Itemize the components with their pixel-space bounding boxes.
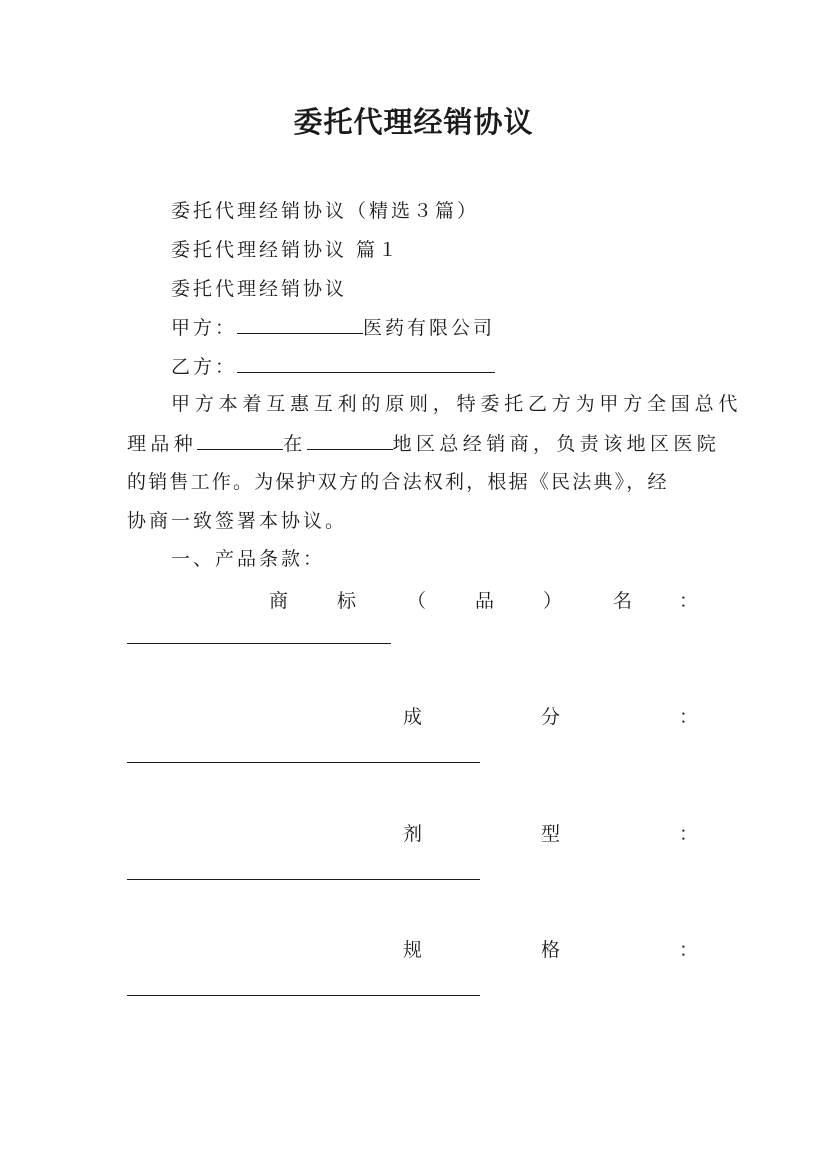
party-b-blank: [237, 354, 495, 373]
in-label: 在: [283, 433, 307, 455]
brand-char: （: [407, 590, 427, 612]
para1-line4: 协商一致签署本协议。: [127, 510, 348, 532]
spec-char: 规: [403, 939, 423, 961]
brand-char: 商: [269, 590, 289, 612]
section-product-terms: 一、产品条款：: [171, 548, 326, 570]
variety-label: 理品种: [127, 433, 198, 455]
document-title: 委托代理经销协议: [293, 105, 534, 139]
region-text: 地区总经销商，负责该地区医院: [392, 433, 721, 455]
ingredient-char: 分: [541, 706, 561, 728]
party-b-label: 乙方：: [171, 356, 238, 378]
brand-char: ）: [543, 590, 563, 612]
heading-agreement: 委托代理经销协议: [171, 278, 348, 300]
dosage-char: ：: [679, 823, 699, 845]
ingredient-char: 成: [403, 706, 423, 728]
party-a-blank: [237, 315, 363, 334]
party-a-label: 甲方：: [171, 317, 238, 339]
brand-name-blank: [127, 643, 391, 644]
dosage-form-blank: [127, 879, 480, 880]
brand-char: ：: [679, 590, 699, 612]
spec-char: ：: [679, 939, 699, 961]
dosage-char: 型: [541, 823, 561, 845]
dosage-char: 剂: [403, 823, 423, 845]
region-blank: [307, 431, 393, 450]
brand-char: 标: [337, 590, 357, 612]
para1-line3: 的销售工作。为保护双方的合法权利，根据《民法典》，经: [127, 471, 669, 493]
ingredient-blank: [127, 762, 480, 763]
para1-line1: 甲方本着互惠互利的原则，特委托乙方为甲方全国总代: [171, 393, 743, 415]
variety-blank: [197, 431, 283, 450]
party-b-line: [171, 354, 495, 379]
para1-line2: [127, 431, 720, 456]
heading-part1: 委托代理经销协议 篇１: [171, 239, 401, 261]
brand-char: 名: [613, 590, 633, 612]
specification-blank: [127, 995, 480, 996]
party-a-suffix: 医药有限公司: [363, 317, 496, 339]
ingredient-char: ：: [679, 706, 699, 728]
brand-char: 品: [475, 590, 495, 612]
spec-char: 格: [541, 939, 561, 961]
party-a-line: [171, 315, 495, 340]
heading-selected: 委托代理经销协议（精选３篇）: [171, 200, 480, 222]
